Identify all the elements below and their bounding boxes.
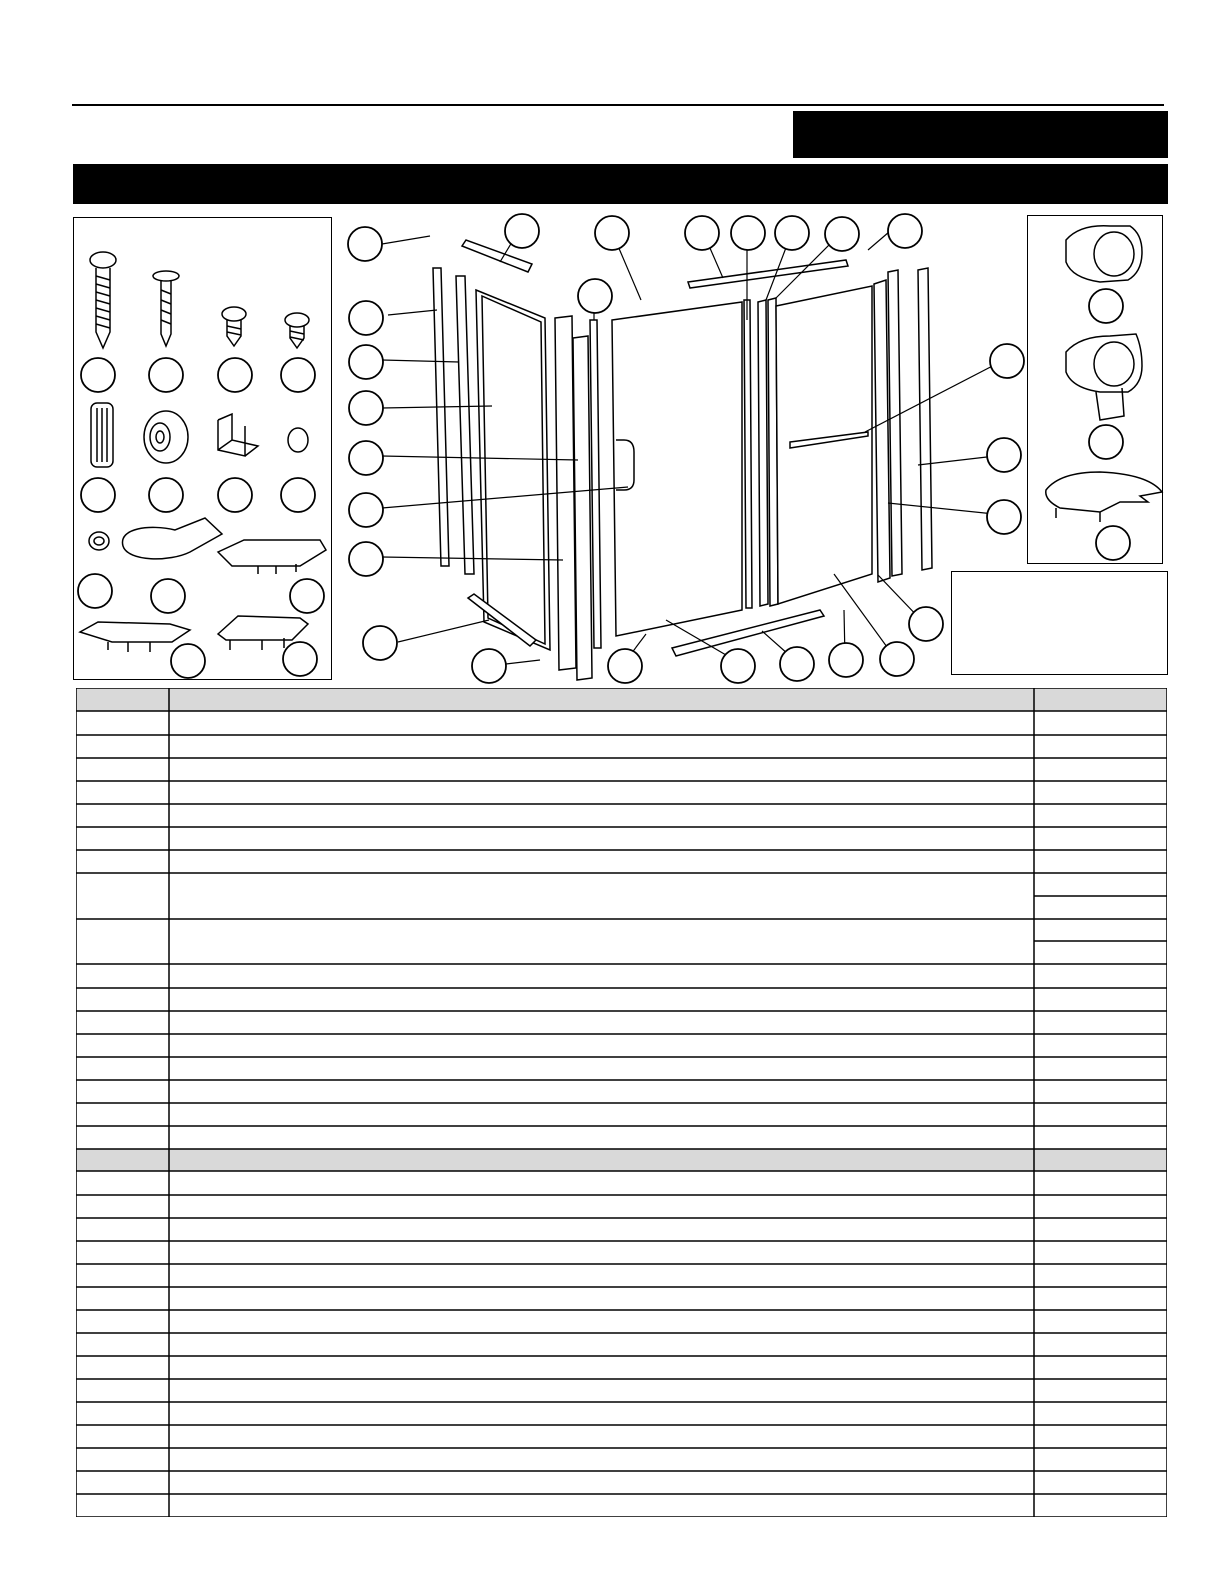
exploded-parts-diagram	[0, 0, 1225, 690]
end-cap-b	[80, 622, 190, 652]
left-post-2	[573, 336, 592, 680]
door-strip	[744, 300, 752, 608]
left-channel	[456, 276, 474, 574]
screw-short-2	[285, 313, 309, 348]
right-post	[874, 280, 890, 582]
cap-small	[288, 428, 308, 452]
screw-long-1	[90, 252, 116, 348]
u-clip	[218, 414, 258, 456]
table-header-row	[76, 688, 1167, 711]
door-glass-panel	[612, 302, 742, 636]
pivot-cap-2	[1066, 334, 1142, 420]
end-cap-a	[218, 540, 326, 574]
table-subheader-row	[76, 1149, 1167, 1171]
left-wall-jamb	[433, 268, 449, 566]
screw-short-1	[222, 307, 246, 346]
washer	[89, 532, 109, 550]
pivot-cap-1	[1066, 226, 1142, 282]
bumper-round	[144, 411, 188, 463]
parts-list-table	[76, 688, 1167, 1517]
right-strip-1	[758, 300, 768, 606]
right-jamb-2	[918, 268, 932, 570]
top-header-right	[688, 260, 848, 288]
left-glass-panel	[476, 290, 550, 650]
screw-long-2	[153, 271, 179, 346]
end-cap-detail	[1046, 472, 1162, 522]
end-cap-oval	[122, 518, 222, 559]
wall-anchor	[91, 403, 113, 467]
